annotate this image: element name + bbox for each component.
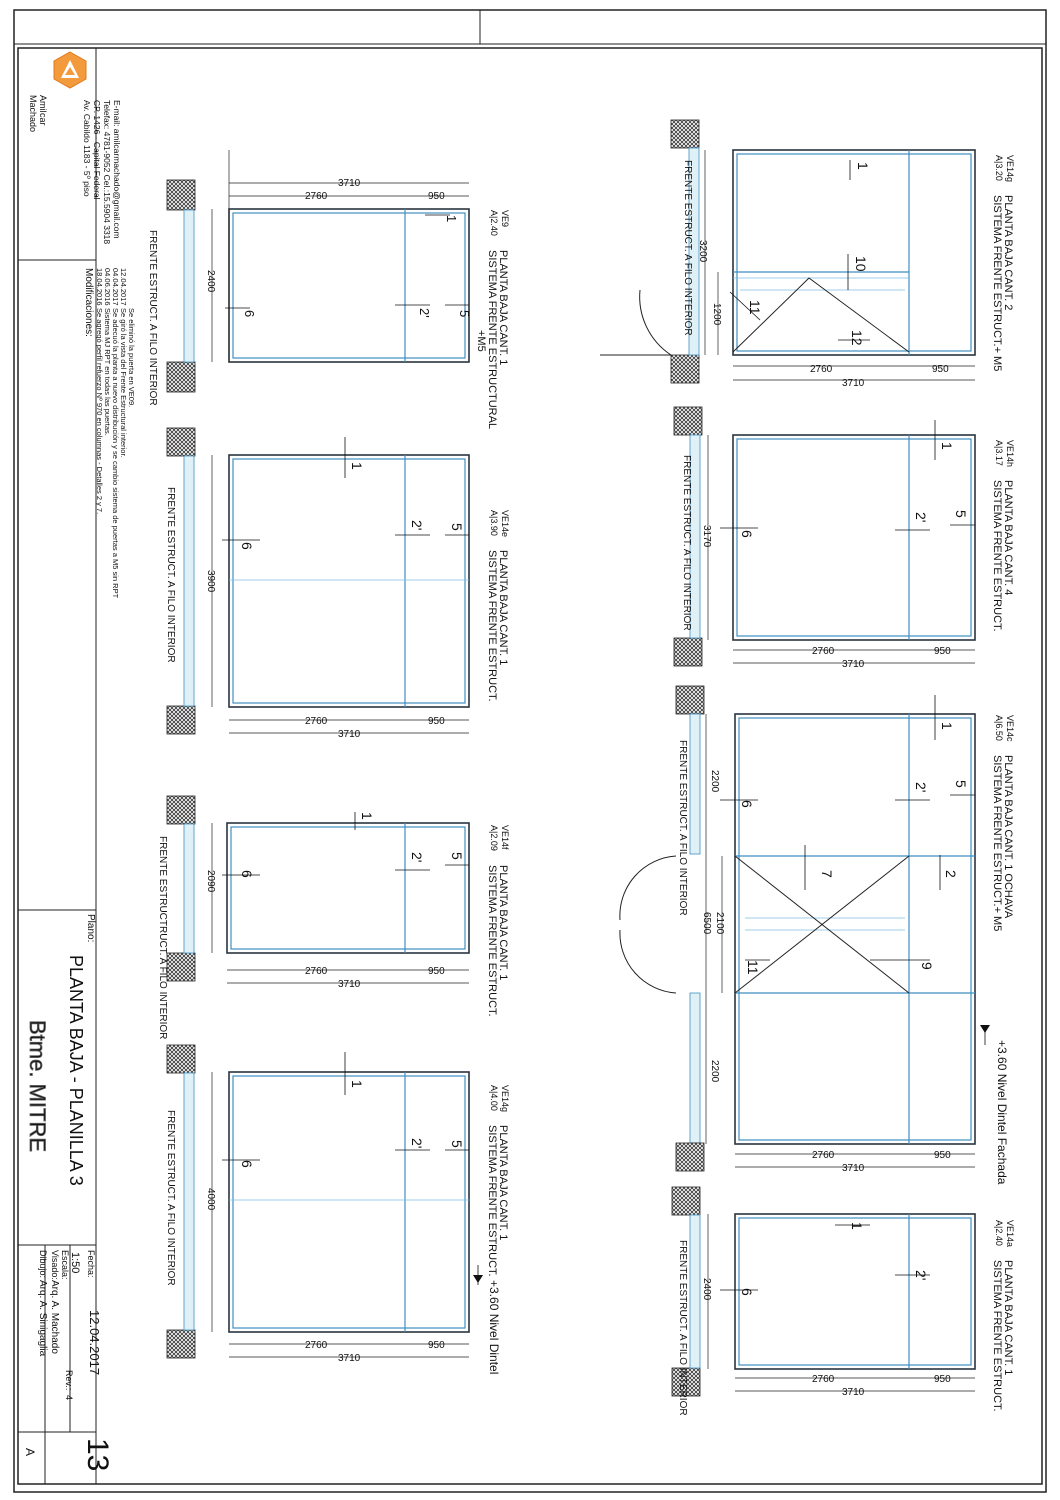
ve14c-mark-2p: 2' [913,782,929,793]
ve14f-mark-2p: 2' [409,852,425,863]
ve14g-bottom-level-note: +3.60 Nivel Dintel [487,1280,501,1375]
ve14f-side-note: FRENTE ESTRUCTRUCT. A FILO INTERIOR [157,836,168,1040]
ve14f-width-a: 2760 [305,966,328,977]
ve9-code: VE9 [500,210,510,228]
ve14c-area: A|6.50 [994,715,1004,741]
ve14g-bottom-mark-2p: 2' [409,1138,425,1149]
ve9-line1: PLANTA BAJA CANT. 1 [497,250,509,366]
ve14g-top-sub-height: 1200 [711,303,722,326]
ve14c-code: VE14c [1005,715,1015,742]
ve14e-code: VE14e [500,510,510,538]
ve14c-width-total: 3710 [842,1163,865,1174]
ve14a-area: A|2.40 [994,1220,1004,1246]
ve14g-top-mark-12: 12 [849,330,865,346]
mod-text-3: Se adecuó la planta a nuevo distribución y se cambio sistema de puertas a M5 sin RPT [111,308,120,599]
ve14h-area: A|3.17 [994,440,1004,466]
ve14c-level-note: +3.60 Nivel Dintel Fachada [995,1040,1009,1185]
ve14e-line2: SISTEMA FRENTE ESTRUCT. [486,550,498,702]
project-name: Btme. MITRE [25,1020,50,1153]
ve14g-top-mark-11: 11 [747,300,763,315]
ve14g-bottom-area: A|4.00 [489,1085,499,1111]
ve14a-mark-1: 1 [849,1222,865,1230]
ve14g-bottom-width-total: 3710 [338,1353,361,1364]
ve14g-bottom-width-a: 2760 [305,1340,328,1351]
ve9-height: 2400 [205,270,216,293]
ve14a-mark-6: 6 [739,1288,755,1296]
address-line-2: CP. 1426 - Capital Federal [92,100,102,200]
ve14g-top-area: A|3.20 [994,155,1004,181]
fecha-label: Fecha: [86,1250,96,1278]
ve14h-mark-2p: 2' [913,512,929,523]
ve14a-side-note: FRENTE ESTRUCT. A FILO INTERIOR [677,1240,688,1416]
ve14g-bottom-line2: SISTEMA FRENTE ESTRUCT. [486,1125,498,1277]
rev-value: 4 [64,1395,74,1401]
mod-date-1: 18.04.2016 [95,268,104,306]
ve14c-height: 6500 [701,912,712,935]
ve14e-line1: PLANTA BAJA CANT. 1 [497,550,509,666]
ve14f-code: VE14f [500,825,510,850]
ve9-line3: +M5 [475,330,487,352]
ve14c-mark-11: 11 [745,960,761,975]
ve14a-mark-2p: 2' [913,1270,929,1281]
ve14e-mark-5: 5 [449,523,465,531]
ve14a-line2: SISTEMA FRENTE ESTRUCT. [991,1260,1003,1412]
ve9-area: A|2.40 [489,210,499,236]
ve14c-mark-7: 7 [819,870,835,878]
mod-date-3: 04.04.2017 [111,268,120,306]
ve9-width-b: 950 [428,191,445,202]
ve14g-top-width-a: 2760 [810,364,833,375]
ve9-width-total: 3710 [338,178,361,189]
ve14f-line1: PLANTA BAJA CANT. 1 [497,865,509,981]
ve14g-bottom-mark-6: 6 [239,1160,255,1168]
mod-text-2: Sistema MJ RPT en todas las puertas. [103,308,112,436]
ve14a-line1: PLANTA BAJA CANT. 1 [1002,1260,1014,1376]
mod-date-2: 04.06.2016 [103,268,112,306]
ve14h-mark-1: 1 [939,442,955,450]
address-line-1: Av. Cabildo 1183 - 5º piso [82,100,92,197]
ve9-line2: SISTEMA FRENTE ESTRUCTURAL [486,250,498,430]
ve14a-code: VE14a [1005,1220,1015,1248]
ve14c-mark-5: 5 [953,780,969,788]
ve9-width-a: 2760 [305,191,328,202]
ve14c-mark-9: 9 [919,962,935,970]
ve14a-width-a: 2760 [812,1374,835,1385]
ve14c-mark-6: 6 [739,800,755,808]
ve9-mark-5: 5 [457,310,472,318]
ve14a-width-b: 950 [934,1374,951,1385]
ve14e-width-a: 2760 [305,716,328,727]
ve14h-width-a: 2760 [812,646,835,657]
fecha-value: 12.04.2017 [87,1310,102,1376]
ve14a-height: 2400 [701,1278,712,1301]
ve14f-area: A|2.09 [489,825,499,851]
escala-value: 1:50 [69,1252,81,1274]
logo [54,52,86,88]
ve14g-bottom-line1: PLANTA BAJA CANT. 1 [497,1125,509,1241]
ve14g-top-mark-10: 10 [853,256,869,272]
ve14g-top-width-total: 3710 [842,378,865,389]
ve14c-h1: 2200 [709,770,720,793]
ve14c-h3: 2200 [709,1060,720,1083]
ve14c-width-b: 950 [934,1150,951,1161]
ve14g-bottom-side-note: FRENTE ESTRUCT. A FILO INTERIOR [165,1110,176,1286]
ve14e-height: 3900 [205,570,216,593]
ve14g-top-line1: PLANTA BAJA CANT. 2 [1002,195,1014,311]
ve14h-line2: SISTEMA FRENTE ESTRUCT. [991,480,1003,632]
ve14c-h2: 2100 [714,912,725,935]
ve14e-mark-2p: 2' [409,520,425,531]
sheet-letter: A [23,1448,37,1457]
visado-value: Arq. A. Machado [49,1280,60,1354]
rev-label: Rev.: [64,1370,74,1391]
element-ve14a [672,1187,975,1396]
ve14a-width-total: 3710 [842,1387,865,1398]
dibujo-label: Dibujo: [38,1250,48,1279]
element-ve14g-top [600,120,975,383]
ve9-mark-1: 1 [444,215,459,223]
ve14c-side-note: FRENTE ESTRUCT. A FILO INTERIOR [677,740,688,916]
ve14h-width-b: 950 [934,646,951,657]
ve14e-mark-6: 6 [239,542,255,550]
ve14g-top-mark-1: 1 [855,162,871,170]
plano-label: Plano: [85,914,96,943]
logo-text-3: Machado [28,95,38,133]
ve14f-line2: SISTEMA FRENTE ESTRUCT. [486,865,498,1017]
visado-label: Visado: [50,1250,60,1280]
ve14f-width-total: 3710 [338,979,361,990]
ve14h-side-note: FRENTE ESTRUCT. A FILO INTERIOR [681,455,692,631]
ve14c-line2: SISTEMA FRENTE ESTRUCT.+ M5 [991,755,1003,932]
address-line-4: E-mail: amilcarmachado@gmail.com [112,100,122,239]
dibujo-value: Arq. A. Sinigaglia [37,1280,48,1357]
element-ve14c [620,686,990,1171]
element-ve14h [674,407,975,666]
address-line-3: Telefax: 4781-9052 Cel.:15.5904 3318 [102,100,112,245]
ve14g-top-line2: SISTEMA FRENTE ESTRUCT.+ M5 [991,195,1003,372]
ve14g-bottom-mark-5: 5 [449,1140,465,1148]
ve14h-code: VE14h [1005,440,1015,468]
ve14f-mark-1: 1 [359,812,375,820]
mod-text-1: Se agregó perfil refuerzo Nº 970 en columnas - Detalles 2 y 7. [95,308,104,515]
ve14g-top-code: VE14g [1005,155,1015,183]
modifications-title: Modificaciones: [83,268,94,337]
ve14g-bottom-mark-1: 1 [349,1080,365,1088]
ve14h-width-total: 3710 [842,659,865,670]
ve14c-mark-1: 1 [939,722,955,730]
escala-label: Escala: [60,1250,70,1280]
mod-date-4: 12.04.2017 [119,268,128,306]
mod-text-5: Se eliminó la puerta en VE09. [127,308,136,408]
ve14c-mark-2: 2 [943,870,959,878]
ve14h-mark-5: 5 [953,510,969,518]
ve14g-top-width-b: 950 [932,364,949,375]
ve14g-top-side-note: FRENTE ESTRUCT. A FILO INTERIOR [682,160,693,336]
ve14f-height: 2090 [205,870,216,893]
ve14e-width-b: 950 [428,716,445,727]
ve14e-width-total: 3710 [338,729,361,740]
sheet-number: 13 [81,1438,114,1472]
mod-text-4: Se giró la vista del Frente Estructural interior. [119,308,128,458]
ve14f-width-b: 950 [428,966,445,977]
ve14h-height: 3170 [701,525,712,548]
ve14g-top-height: 3200 [697,240,708,263]
ve9-mark-2p: 2' [417,308,432,318]
ve9-mark-6: 6 [242,310,257,318]
ve14e-area: A|3.90 [489,510,499,536]
ve14c-line1: PLANTA BAJA CANT. 1 OCHAVA [1002,755,1014,919]
ve14h-mark-6: 6 [739,530,755,538]
ve14c-width-a: 2760 [812,1150,835,1161]
ve14g-bottom-height: 4000 [205,1188,216,1211]
logo-text-2: car [38,113,48,126]
ve14g-bottom-code: VE14g [500,1085,510,1113]
ve14g-bottom-width-b: 950 [428,1340,445,1351]
ve9-side-note: FRENTE ESTRUCT. A FILO INTERIOR [147,230,158,406]
ve14f-mark-6: 6 [239,870,255,878]
plano-title: PLANTA BAJA - PLANILLA 3 [66,955,86,1186]
ve14h-line1: PLANTA BAJA CANT. 4 [1002,480,1014,596]
ve14e-mark-1: 1 [349,462,365,470]
logo-text-1: Amil [38,95,48,113]
ve14f-mark-5: 5 [449,852,465,860]
ve14e-side-note: FRENTE ESTRUCT. A FILO INTERIOR [165,487,176,663]
title-block [18,48,136,1484]
